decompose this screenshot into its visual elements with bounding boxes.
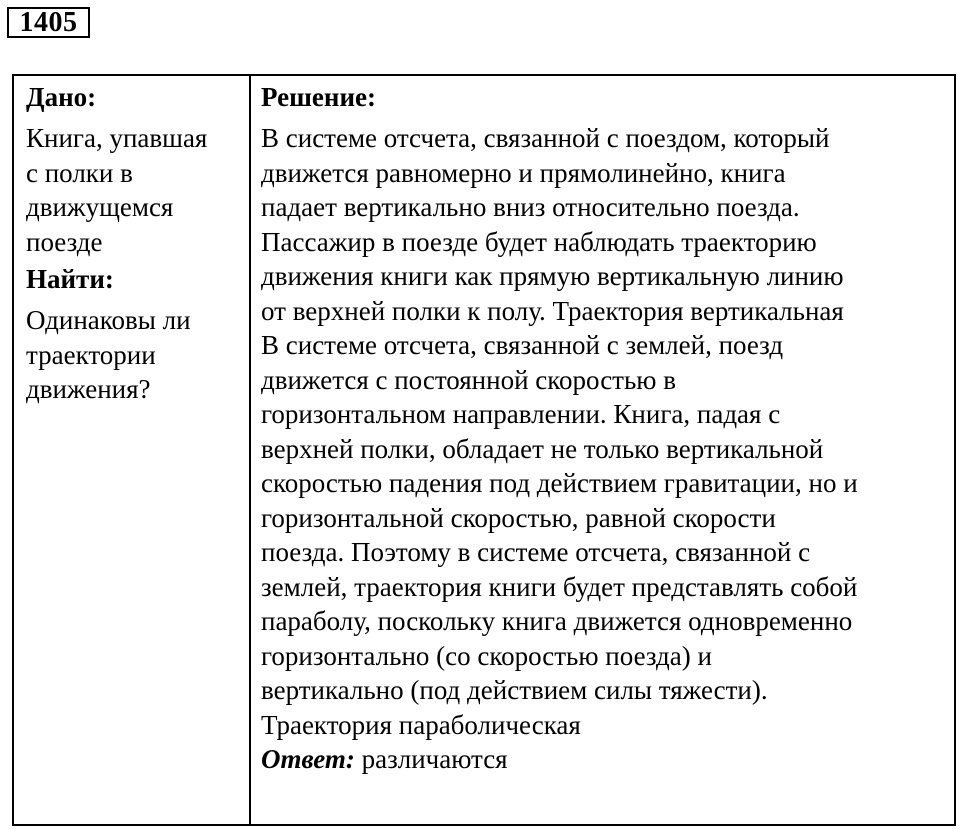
solution-table [12,74,956,826]
answer-value: различаются [361,744,508,774]
find-heading: Найти: [26,264,114,294]
solution-column [251,76,954,824]
given-column [14,76,251,824]
solution-text: В системе отсчета, связанной с поездом, который движется равномерно и прямолинейно, книга падает вертикально вниз относительно поезда. Пассажир в поезде будет наблюдать траекторию движения книги как прямую вертикальную линию от верхней полки к полу. Траектория вертикальная В системе отсчета, связанной с землей, поезд движется с постоянной скоростью в горизонтальном направлении. Книга, падая с верхней полки, обладает не только вертикальной скоростью падения под действием гравитации, но и горизонтальной скоростью, равной скорости поезда. Поэтому в системе отсчета, связанной с землей, траектория книги будет представлять собой параболу, поскольку книга движется одновременно горизонтально (со скоростью поезда) и вертикально (под действием силы тяжести). Траектория параболическая [261,123,858,740]
find-text: Одинаковы ли траектории движения? [26,305,191,404]
answer-label: Ответ: [261,744,355,774]
problem-number: 1405 [7,7,90,38]
solution-heading: Решение: [261,82,376,112]
given-heading: Дано: [26,82,97,112]
given-text: Книга, упавшая с полки в движущемся поезде [26,123,208,257]
answer-line [261,742,954,777]
